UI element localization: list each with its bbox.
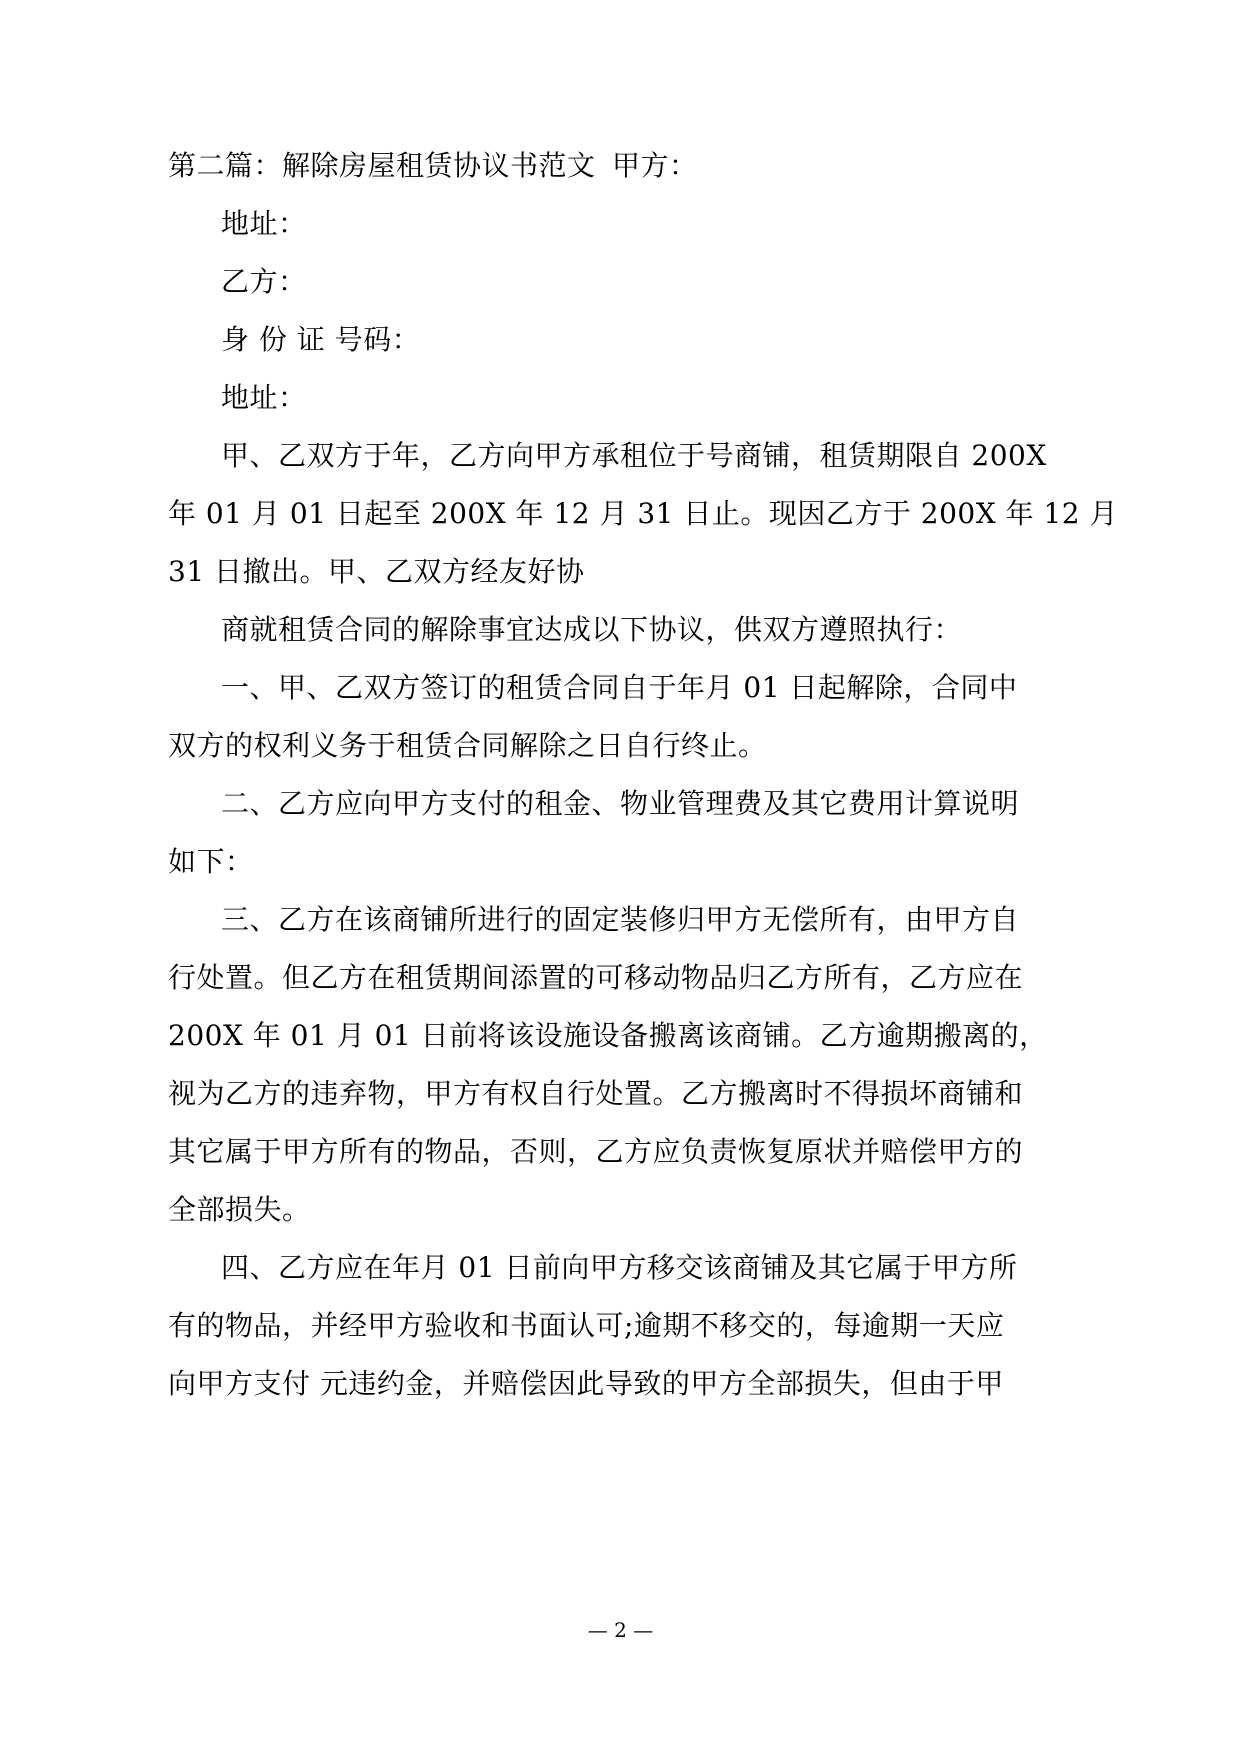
title-party-a-label: 甲方： (612, 149, 698, 182)
clause-4-line: 四、乙方应在年月 01 日前向甲方移交该商铺及其它属于甲方所 (221, 1251, 1018, 1284)
agreement-paragraph-line: 商就租赁合同的解除事宜达成以下协议，供双方遵照执行： (221, 613, 963, 646)
clause-3-line: 视为乙方的违弃物，甲方有权自行处置。乙方搬离时不得损坏商铺和 (168, 1077, 1024, 1110)
clause-3-line: 200X 年 01 月 01 日前将该设施设备搬离该商铺。乙方逾期搬离的， (168, 1019, 1048, 1052)
party-b-line: 乙方： (221, 265, 307, 298)
id-number-line: 身 份 证 号码： (221, 323, 421, 356)
clause-4-line: 有的物品，并经甲方验收和书面认可;逾期不移交的，每逾期一天应 (168, 1309, 1005, 1342)
clause-3-line: 三、乙方在该商铺所进行的固定装修归甲方无偿所有，由甲方自 (221, 903, 1020, 936)
address-b-line: 地址： (221, 381, 307, 414)
document-title (0, 146, 1241, 186)
intro-paragraph-line: 31 日撤出。甲、乙双方经友好协 (168, 555, 585, 588)
address-a-line: 地址： (221, 207, 307, 240)
clause-3-line: 行处置。但乙方在租赁期间添置的可移动物品归乙方所有，乙方应在 (168, 961, 1024, 994)
clause-1-line: 双方的权利义务于租赁合同解除之日自行终止。 (168, 729, 767, 762)
clause-3-line: 全部损失。 (168, 1193, 311, 1226)
page-number: — 2 — (587, 1618, 654, 1642)
clause-4-line: 向甲方支付 元违约金，并赔偿因此导致的甲方全部损失，但由于甲 (168, 1367, 1004, 1400)
intro-paragraph-line: 甲、乙双方于年，乙方向甲方承租位于号商铺，租赁期限自 200X (221, 439, 1047, 472)
title-text: 第二篇：解除房屋租赁协议书范文 (168, 149, 596, 182)
clause-2-line: 二、乙方应向甲方支付的租金、物业管理费及其它费用计算说明 (221, 787, 1020, 820)
clause-1-line: 一、甲、乙双方签订的租赁合同自于年月 01 日起解除，合同中 (221, 671, 1018, 704)
intro-paragraph-line: 年 01 月 01 日起至 200X 年 12 月 31 日止。现因乙方于 200X 年 12 月 (168, 497, 1119, 530)
clause-3-line: 其它属于甲方所有的物品，否则，乙方应负责恢复原状并赔偿甲方的 (168, 1135, 1024, 1168)
clause-2-line: 如下： (168, 845, 254, 878)
